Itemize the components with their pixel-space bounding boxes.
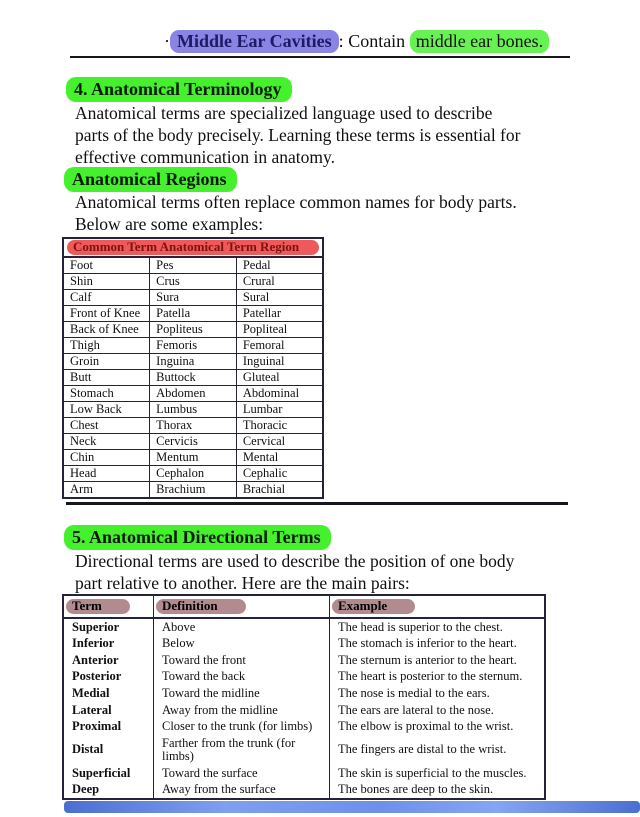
table-cell: Closer to the trunk (for limbs) xyxy=(154,719,330,736)
table-row xyxy=(63,322,323,338)
table-cell: Away from the surface xyxy=(154,782,330,800)
table-row xyxy=(63,290,323,306)
table-cell: Patella xyxy=(150,306,237,322)
table-row xyxy=(63,652,545,669)
table-cell: The skin is superficial to the muscles. xyxy=(330,765,546,782)
paragraph-line: Anatomical terms often replace common names for body parts. xyxy=(75,192,517,212)
table-row xyxy=(63,370,323,386)
paragraph-line: Below are some examples: xyxy=(75,214,264,234)
table-row xyxy=(63,306,323,322)
table-cell: Above xyxy=(154,618,330,636)
table-cell: Foot xyxy=(63,258,150,274)
section-5-heading xyxy=(64,527,331,548)
table-row xyxy=(63,418,323,434)
table-cell: Thigh xyxy=(63,338,150,354)
table-row xyxy=(63,354,323,370)
term-header-highlight: Term xyxy=(66,599,130,614)
top-note xyxy=(164,30,549,53)
top-note-bullet: · xyxy=(164,31,170,51)
table-cell: The fingers are distal to the wrist. xyxy=(330,735,546,765)
regions-intro-paragraph xyxy=(75,191,580,235)
table-cell: Cephalic xyxy=(236,466,323,482)
table-cell: Lateral xyxy=(63,702,154,719)
table-cell: Lumbar xyxy=(236,402,323,418)
section-4-heading xyxy=(66,79,292,100)
section-5-heading-highlight: 5. Anatomical Directional Terms xyxy=(64,525,331,550)
top-note-colon: : xyxy=(338,31,344,51)
table-row xyxy=(63,636,545,653)
table-cell: Calf xyxy=(63,290,150,306)
table-row xyxy=(63,258,323,274)
table-cell: Chest xyxy=(63,418,150,434)
table-cell: Toward the back xyxy=(154,669,330,686)
table-cell: Head xyxy=(63,466,150,482)
horizontal-rule-top xyxy=(70,56,570,58)
table-cell: Crus xyxy=(150,274,237,290)
table-cell: Butt xyxy=(63,370,150,386)
table-cell: Neck xyxy=(63,434,150,450)
table-cell: Stomach xyxy=(63,386,150,402)
anatomical-regions-highlight: Anatomical Regions xyxy=(64,167,237,192)
table-cell: Crural xyxy=(236,274,323,290)
table-row xyxy=(63,685,545,702)
table-cell: Toward the midline xyxy=(154,685,330,702)
table-row xyxy=(63,386,323,402)
table-cell: The sternum is anterior to the heart. xyxy=(330,652,546,669)
top-note-blue-highlight: Middle Ear Cavities xyxy=(170,30,339,53)
table-cell: Away from the midline xyxy=(154,702,330,719)
table-cell: Cephalon xyxy=(150,466,237,482)
table-cell: The bones are deep to the skin. xyxy=(330,782,546,800)
table-cell: Front of Knee xyxy=(63,306,150,322)
table-cell: Thorax xyxy=(150,418,237,434)
table-cell: Pes xyxy=(150,258,237,274)
table-cell: Anterior xyxy=(63,652,154,669)
table-cell: The heart is posterior to the sternum. xyxy=(330,669,546,686)
term-header-cell xyxy=(63,595,154,618)
table-cell: The stomach is inferior to the heart. xyxy=(330,636,546,653)
bottom-highlight-bar xyxy=(64,801,640,813)
example-header-highlight: Example xyxy=(332,599,415,614)
table-cell: Popliteal xyxy=(236,322,323,338)
table-cell: Femoris xyxy=(150,338,237,354)
table-cell: Buttock xyxy=(150,370,237,386)
table-cell: Inguina xyxy=(150,354,237,370)
table-cell: Femoral xyxy=(236,338,323,354)
table-row xyxy=(63,338,323,354)
table-cell: Mentum xyxy=(150,450,237,466)
top-note-plain-text: Contain xyxy=(343,31,410,51)
table-row xyxy=(63,434,323,450)
table-cell: Shin xyxy=(63,274,150,290)
table-row xyxy=(63,466,323,482)
table-cell: Pedal xyxy=(236,258,323,274)
table-cell: Posterior xyxy=(63,669,154,686)
paragraph-line: effective communication in anatomy. xyxy=(75,147,335,167)
table-cell: Abdominal xyxy=(236,386,323,402)
table-cell: Deep xyxy=(63,782,154,800)
table-cell: Groin xyxy=(63,354,150,370)
regions-table-header-highlight: Common Term Anatomical Term Region xyxy=(67,240,319,255)
anatomical-regions-subheading xyxy=(64,169,237,190)
table-row xyxy=(63,402,323,418)
table-cell: Inferior xyxy=(63,636,154,653)
regions-table-header-row xyxy=(63,238,323,257)
table-cell: Distal xyxy=(63,735,154,765)
table-cell: Back of Knee xyxy=(63,322,150,338)
paragraph-line: parts of the body precisely. Learning these terms is essential for xyxy=(75,125,521,145)
table-cell: Toward the front xyxy=(154,652,330,669)
table-cell: Toward the surface xyxy=(154,765,330,782)
section-5-paragraph xyxy=(75,550,580,594)
table-row xyxy=(63,669,545,686)
table-cell: Chin xyxy=(63,450,150,466)
table-cell: Superficial xyxy=(63,765,154,782)
table-cell: Cervical xyxy=(236,434,323,450)
paragraph-line: part relative to another. Here are the main pairs: xyxy=(75,573,410,593)
table-cell: Mental xyxy=(236,450,323,466)
table-cell: The head is superior to the chest. xyxy=(330,618,546,636)
table-cell: Popliteus xyxy=(150,322,237,338)
top-note-green-highlight: middle ear bones. xyxy=(410,30,549,53)
table-row xyxy=(63,719,545,736)
table-cell: Thoracic xyxy=(236,418,323,434)
table-row xyxy=(63,765,545,782)
table-row xyxy=(63,702,545,719)
example-header-cell xyxy=(330,595,546,618)
table-cell: Below xyxy=(154,636,330,653)
regions-table-header-cell xyxy=(63,238,323,257)
table-cell: Gluteal xyxy=(236,370,323,386)
table-row xyxy=(63,735,545,765)
paragraph-line: Directional terms are used to describe the position of one body xyxy=(75,551,515,571)
table-row xyxy=(63,274,323,290)
section-4-paragraph xyxy=(75,102,580,168)
table-cell: Farther from the trunk (for limbs) xyxy=(154,735,330,765)
table-row xyxy=(63,618,545,636)
table-cell: Low Back xyxy=(63,402,150,418)
directional-table xyxy=(62,594,546,800)
table-cell: Superior xyxy=(63,618,154,636)
table-cell: The nose is medial to the ears. xyxy=(330,685,546,702)
paragraph-line: Anatomical terms are specialized language used to describe xyxy=(75,103,493,123)
definition-header-highlight: Definition xyxy=(156,599,246,614)
table-cell: Abdomen xyxy=(150,386,237,402)
table-cell: Arm xyxy=(63,482,150,499)
table-cell: The ears are lateral to the nose. xyxy=(330,702,546,719)
table-cell: Brachial xyxy=(236,482,323,499)
table-row xyxy=(63,482,323,499)
table-cell: Inguinal xyxy=(236,354,323,370)
section-4-heading-highlight: 4. Anatomical Terminology xyxy=(66,77,292,102)
table-cell: The elbow is proximal to the wrist. xyxy=(330,719,546,736)
table-cell: Cervicis xyxy=(150,434,237,450)
horizontal-rule-under-table xyxy=(66,502,568,505)
definition-header-cell xyxy=(154,595,330,618)
directional-table-header-row xyxy=(63,595,545,618)
table-cell: Lumbus xyxy=(150,402,237,418)
table-cell: Patellar xyxy=(236,306,323,322)
regions-table xyxy=(62,237,324,499)
table-cell: Proximal xyxy=(63,719,154,736)
table-cell: Brachium xyxy=(150,482,237,499)
table-cell: Sura xyxy=(150,290,237,306)
table-cell: Sural xyxy=(236,290,323,306)
table-cell: Medial xyxy=(63,685,154,702)
table-row xyxy=(63,782,545,800)
table-row xyxy=(63,450,323,466)
